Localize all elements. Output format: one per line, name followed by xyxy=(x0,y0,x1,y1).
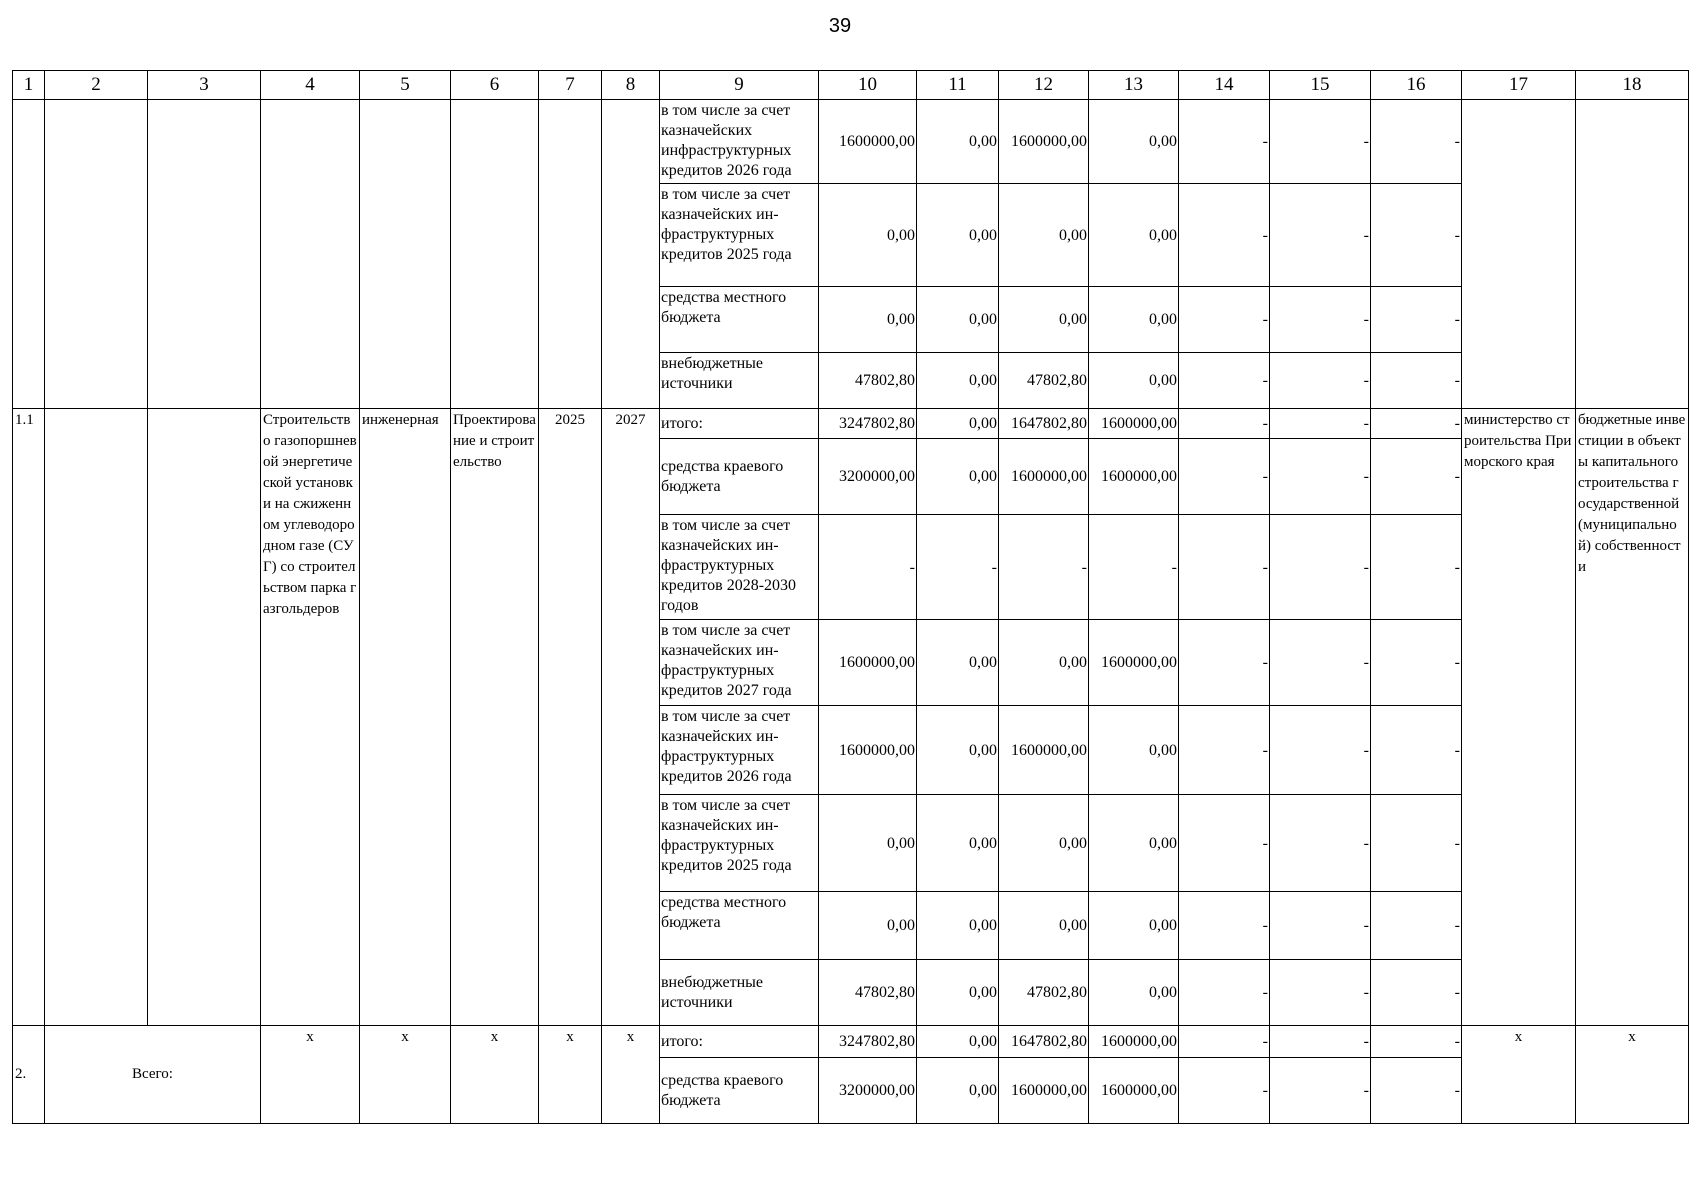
value-cell: 0,00 xyxy=(917,287,999,353)
value-cell: 0,00 xyxy=(917,184,999,287)
value-cell: 0,00 xyxy=(917,439,999,515)
funding-source: средства местного бюджета xyxy=(660,287,819,353)
dash-cell: - xyxy=(1179,620,1270,706)
dash-cell: - xyxy=(1371,409,1462,439)
dash-cell: - xyxy=(1179,287,1270,353)
cell-empty xyxy=(1576,100,1689,409)
x-cell: х xyxy=(1462,1026,1576,1124)
cell-empty xyxy=(539,100,602,409)
value-cell: 1647802,80 xyxy=(999,409,1089,439)
value-cell: 0,00 xyxy=(1089,795,1179,892)
column-header: 3 xyxy=(148,71,261,100)
value-cell: 1600000,00 xyxy=(1089,439,1179,515)
dash-cell: - xyxy=(1270,287,1371,353)
dash-cell: - xyxy=(1371,353,1462,409)
row-number: 2. xyxy=(13,1026,45,1124)
value-cell: 3247802,80 xyxy=(819,409,917,439)
x-cell: х xyxy=(360,1026,451,1124)
dash-cell: - xyxy=(1179,353,1270,409)
value-cell: 0,00 xyxy=(819,892,917,960)
value-cell: 0,00 xyxy=(819,287,917,353)
dash-cell: - xyxy=(1371,706,1462,795)
value-cell: 0,00 xyxy=(999,795,1089,892)
value-cell: 0,00 xyxy=(1089,892,1179,960)
cell-empty xyxy=(602,100,660,409)
cell-empty xyxy=(1462,100,1576,409)
column-header: 5 xyxy=(360,71,451,100)
value-cell: 0,00 xyxy=(1089,960,1179,1026)
value-cell: 1647802,80 xyxy=(999,1026,1089,1058)
cell-empty xyxy=(45,100,148,409)
dash-cell: - xyxy=(1371,439,1462,515)
funding-source: в том числе за счет казначейских ин-фраструктурных кредитов 2025 года xyxy=(660,184,819,287)
value-cell: 3200000,00 xyxy=(819,439,917,515)
dash-cell: - xyxy=(1270,892,1371,960)
value-cell: 47802,80 xyxy=(819,353,917,409)
value-cell: 0,00 xyxy=(917,1026,999,1058)
x-cell: х xyxy=(539,1026,602,1124)
dash-cell: - xyxy=(1371,515,1462,620)
funding-source: в том числе за счет казначейских ин-фраструктурных кредитов 2026 года xyxy=(660,706,819,795)
value-cell: 1600000,00 xyxy=(1089,409,1179,439)
value-cell: 47802,80 xyxy=(999,960,1089,1026)
funding-source: средства краевого бюджета xyxy=(660,439,819,515)
cell-empty xyxy=(45,409,148,1026)
dash-cell: - xyxy=(1270,409,1371,439)
value-cell: 3247802,80 xyxy=(819,1026,917,1058)
dash-cell: - xyxy=(1371,620,1462,706)
dash-cell: - xyxy=(1371,960,1462,1026)
x-cell: х xyxy=(261,1026,360,1124)
cell-empty xyxy=(148,409,261,1026)
value-cell: 0,00 xyxy=(917,1058,999,1124)
value-cell: 0,00 xyxy=(917,795,999,892)
funding-source: итого: xyxy=(660,1026,819,1058)
value-cell: 0,00 xyxy=(917,620,999,706)
column-header: 9 xyxy=(660,71,819,100)
dash-cell: - xyxy=(1371,100,1462,184)
value-cell: 0,00 xyxy=(999,287,1089,353)
column-header: 12 xyxy=(999,71,1089,100)
work-stage: Проектирование и строительство xyxy=(451,409,539,1026)
value-cell: - xyxy=(819,515,917,620)
value-cell: 47802,80 xyxy=(999,353,1089,409)
column-header: 7 xyxy=(539,71,602,100)
value-cell: 0,00 xyxy=(819,795,917,892)
header-row xyxy=(13,71,1689,100)
funding-source: средства местного бюджета xyxy=(660,892,819,960)
column-header: 18 xyxy=(1576,71,1689,100)
dash-cell: - xyxy=(1179,1058,1270,1124)
value-cell: - xyxy=(917,515,999,620)
year-start: 2025 xyxy=(539,409,602,1026)
dash-cell: - xyxy=(1179,439,1270,515)
value-cell: 0,00 xyxy=(917,706,999,795)
value-cell: 0,00 xyxy=(917,409,999,439)
value-cell: - xyxy=(999,515,1089,620)
value-cell: 1600000,00 xyxy=(999,706,1089,795)
dash-cell: - xyxy=(1371,184,1462,287)
table-row xyxy=(13,1026,1689,1058)
funding-source: внебюджетные источники xyxy=(660,353,819,409)
column-header: 8 xyxy=(602,71,660,100)
dash-cell: - xyxy=(1179,960,1270,1026)
responsible-body: министерство строительства Приморского края xyxy=(1462,409,1576,1026)
row-number: 1.1 xyxy=(13,409,45,1026)
column-header: 10 xyxy=(819,71,917,100)
dash-cell: - xyxy=(1270,515,1371,620)
value-cell: 3200000,00 xyxy=(819,1058,917,1124)
value-cell: 1600000,00 xyxy=(999,1058,1089,1124)
page-number: 39 xyxy=(828,15,852,37)
value-cell: 0,00 xyxy=(999,620,1089,706)
dash-cell: - xyxy=(1371,1026,1462,1058)
dash-cell: - xyxy=(1179,706,1270,795)
value-cell: 0,00 xyxy=(1089,706,1179,795)
cell-empty xyxy=(148,100,261,409)
dash-cell: - xyxy=(1371,892,1462,960)
dash-cell: - xyxy=(1179,184,1270,287)
x-cell: х xyxy=(602,1026,660,1124)
value-cell: 1600000,00 xyxy=(1089,1026,1179,1058)
year-end: 2027 xyxy=(602,409,660,1026)
value-cell: 0,00 xyxy=(917,353,999,409)
column-header: 16 xyxy=(1371,71,1462,100)
object-name: Строительство газопоршневой энергетической установки на сжиженном углеводородном газе (СУГ) со строительством парка газгольдеров xyxy=(261,409,360,1026)
object-type: инженерная xyxy=(360,409,451,1026)
dash-cell: - xyxy=(1270,439,1371,515)
value-cell: 0,00 xyxy=(1089,353,1179,409)
value-cell: 1600000,00 xyxy=(1089,1058,1179,1124)
dash-cell: - xyxy=(1371,795,1462,892)
dash-cell: - xyxy=(1270,184,1371,287)
cell-empty xyxy=(13,100,45,409)
value-cell: 1600000,00 xyxy=(999,439,1089,515)
dash-cell: - xyxy=(1179,100,1270,184)
dash-cell: - xyxy=(1179,409,1270,439)
value-cell: 47802,80 xyxy=(819,960,917,1026)
dash-cell: - xyxy=(1270,960,1371,1026)
funding-source: в том числе за счет казначейских инфраструктурных кредитов 2026 года xyxy=(660,100,819,184)
value-cell: 1600000,00 xyxy=(819,620,917,706)
table-row xyxy=(13,409,1689,439)
dash-cell: - xyxy=(1270,706,1371,795)
value-cell: 0,00 xyxy=(917,892,999,960)
column-header: 2 xyxy=(45,71,148,100)
funding-source: в том числе за счет казначейских ин-фраструктурных кредитов 2027 года xyxy=(660,620,819,706)
dash-cell: - xyxy=(1270,1026,1371,1058)
value-cell: 0,00 xyxy=(999,892,1089,960)
dash-cell: - xyxy=(1270,353,1371,409)
cell-empty xyxy=(261,100,360,409)
dash-cell: - xyxy=(1371,287,1462,353)
value-cell: 1600000,00 xyxy=(1089,620,1179,706)
table-row xyxy=(13,100,1689,184)
dash-cell: - xyxy=(1270,795,1371,892)
value-cell: 1600000,00 xyxy=(819,706,917,795)
value-cell: 1600000,00 xyxy=(819,100,917,184)
dash-cell: - xyxy=(1179,1026,1270,1058)
value-cell: - xyxy=(1089,515,1179,620)
dash-cell: - xyxy=(1371,1058,1462,1124)
funding-source: итого: xyxy=(660,409,819,439)
value-cell: 0,00 xyxy=(1089,287,1179,353)
budget-table xyxy=(12,70,1689,1124)
column-header: 13 xyxy=(1089,71,1179,100)
cell-empty xyxy=(451,100,539,409)
investment-form: бюджетные инвестиции в объекты капитального строительства государственной (муниципальной) собственности xyxy=(1576,409,1689,1026)
cell-empty xyxy=(360,100,451,409)
funding-source: средства краевого бюджета xyxy=(660,1058,819,1124)
value-cell: 0,00 xyxy=(999,184,1089,287)
dash-cell: - xyxy=(1270,1058,1371,1124)
value-cell: 0,00 xyxy=(819,184,917,287)
dash-cell: - xyxy=(1270,100,1371,184)
column-header: 15 xyxy=(1270,71,1371,100)
funding-source: внебюджетные источники xyxy=(660,960,819,1026)
value-cell: 0,00 xyxy=(1089,100,1179,184)
column-header: 14 xyxy=(1179,71,1270,100)
value-cell: 1600000,00 xyxy=(999,100,1089,184)
dash-cell: - xyxy=(1179,795,1270,892)
value-cell: 0,00 xyxy=(917,100,999,184)
funding-source: в том числе за счет казначейских ин-фраструктурных кредитов 2028-2030 годов xyxy=(660,515,819,620)
column-header: 17 xyxy=(1462,71,1576,100)
column-header: 1 xyxy=(13,71,45,100)
value-cell: 0,00 xyxy=(917,960,999,1026)
x-cell: х xyxy=(451,1026,539,1124)
column-header: 11 xyxy=(917,71,999,100)
dash-cell: - xyxy=(1270,620,1371,706)
column-header: 6 xyxy=(451,71,539,100)
total-label: Всего: xyxy=(45,1026,261,1124)
x-cell: х xyxy=(1576,1026,1689,1124)
column-header: 4 xyxy=(261,71,360,100)
funding-source: в том числе за счет казначейских ин-фраструктурных кредитов 2025 года xyxy=(660,795,819,892)
dash-cell: - xyxy=(1179,892,1270,960)
value-cell: 0,00 xyxy=(1089,184,1179,287)
dash-cell: - xyxy=(1179,515,1270,620)
